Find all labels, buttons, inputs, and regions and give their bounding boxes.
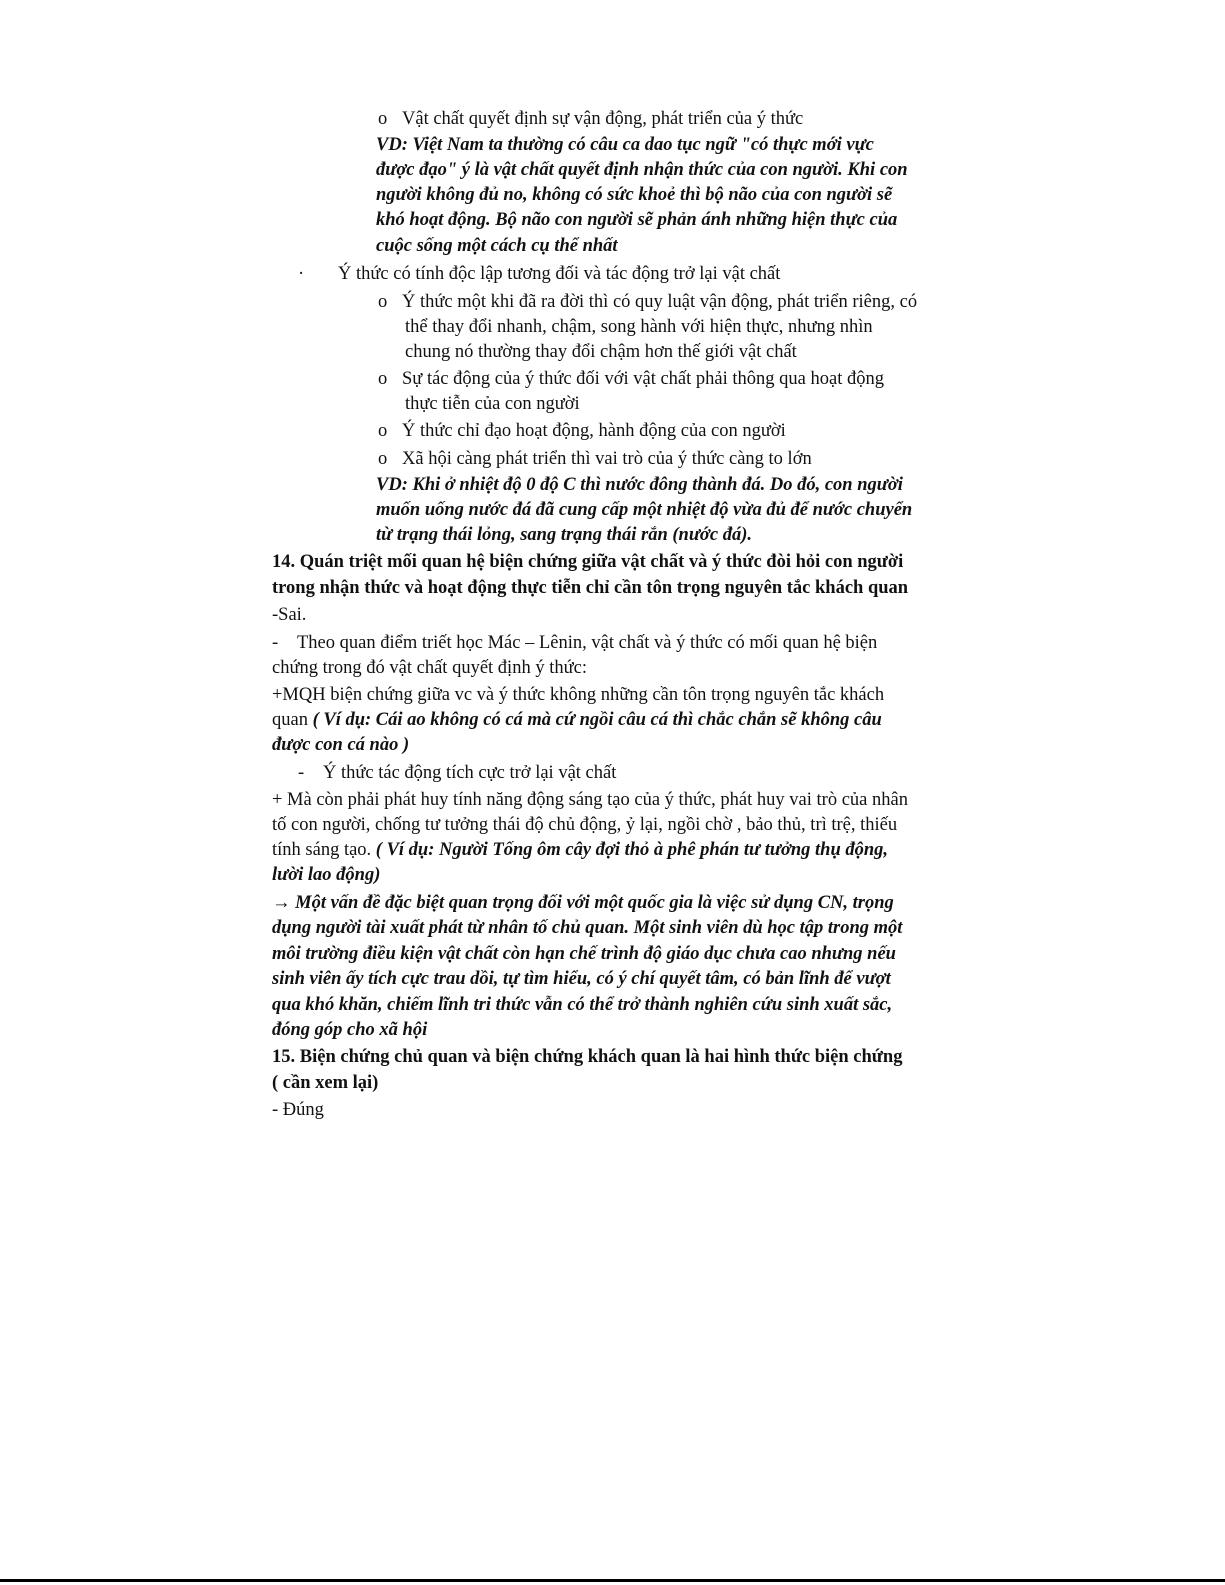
example-line: muốn uống nước đá đã cung cấp một nhiệt độ vừa đủ để nước chuyển [376, 500, 913, 520]
question-15-title: 15. Biện chứng chủ quan và biện chứng khách quan là hai hình thức biện chứng [272, 1047, 903, 1067]
paragraph-text: tính sáng tạo. [272, 840, 376, 860]
paragraph-line: tố con người, chống tư tưởng thái độ chủ động, ỷ lại, ngồi chờ , bảo thủ, trì trệ, thiếu [272, 815, 898, 835]
paragraph-line: +MQH biện chứng giữa vc và ý thức không những cần tôn trọng nguyên tắc khách [272, 685, 885, 705]
sub-bullet-marker: o [378, 109, 388, 129]
question-14-title: trong nhận thức và hoạt động thực tiễn chỉ cần tôn trọng nguyên tắc khách quan [272, 578, 909, 598]
conclusion-line: → Một vấn đề đặc biệt quan trọng đối với một quốc gia là việc sử dụng CN, trọng [272, 893, 894, 913]
example-line: khó hoạt động. Bộ não con người sẽ phản ánh những hiện thực của [376, 210, 898, 230]
question-14-title: 14. Quán triệt mối quan hệ biện chứng giữa vật chất và ý thức đòi hỏi con người [272, 552, 904, 572]
conclusion-line: môi trường điều kiện vật chất còn hạn chế trình độ giáo dục chưa cao nhưng nếu [272, 944, 896, 964]
sub-bullet-text: Xã hội càng phát triển thì vai trò của ý thức càng to lớn [402, 449, 812, 469]
example-line: cuộc sống một cách cụ thể nhất [376, 236, 618, 256]
paragraph-line: Ý thức tác động tích cực trở lại vật chất [323, 763, 617, 783]
page-bottom-border [0, 1579, 1225, 1582]
example-line: VD: Khi ở nhiệt độ 0 độ C thì nước đông thành đá. Do đó, con người [376, 475, 903, 495]
paragraph-line [272, 708, 882, 733]
sub-bullet-text: thực tiễn của con người [405, 394, 580, 414]
example-text: ( Ví dụ: Cái ao không có cá mà cứ ngồi câu cá thì chắc chắn sẽ không câu [312, 710, 882, 730]
conclusion-line: sinh viên ấy tích cực trau dồi, tự tìm hiểu, có ý chí quyết tâm, có bản lĩnh để vượt [272, 969, 891, 989]
sub-bullet-text: Ý thức một khi đã ra đời thì có quy luật vận động, phát triển riêng, có [402, 292, 918, 312]
example-line: được con cá nào ) [272, 735, 410, 755]
paragraph-line: + Mà còn phải phát huy tính năng động sáng tạo của ý thức, phát huy vai trò của nhân [272, 790, 908, 810]
sub-bullet-text: thể thay đổi nhanh, chậm, song hành với hiện thực, nhưng nhìn [405, 317, 873, 337]
sub-bullet-text: chung nó thường thay đổi chậm hơn thế giới vật chất [405, 342, 797, 362]
dash-marker: - [298, 763, 305, 783]
sub-bullet-marker: o [378, 369, 388, 389]
example-line: được đạo" ý là vật chất quyết định nhận thức của con người. Khi con [376, 160, 908, 180]
question-15-title: ( cần xem lại) [272, 1073, 379, 1093]
example-text: ( Ví dụ: Người Tống ôm cây đợi thỏ à phê phán tư tưởng thụ động, [375, 840, 889, 860]
example-line: lười lao động) [272, 865, 381, 885]
sub-bullet-marker: o [378, 449, 388, 469]
paragraph-line: chứng trong đó vật chất quyết định ý thức: [272, 658, 587, 678]
example-line: từ trạng thái lỏng, sang trạng thái rắn (nước đá). [376, 525, 752, 545]
main-bullet-marker: · [298, 264, 305, 284]
question-15-answer: - Đúng [272, 1100, 324, 1120]
conclusion-line: dụng người tài xuất phát từ nhân tố chủ quan. Một sinh viên dù học tập trong một [272, 918, 903, 938]
example-line: VD: Việt Nam ta thường có câu ca dao tục ngữ "có thực mới vực [376, 135, 874, 155]
question-14-answer: -Sai. [272, 605, 307, 625]
main-bullet-text: Ý thức có tính độc lập tương đối và tác động trở lại vật chất [338, 264, 781, 284]
conclusion-line: đóng góp cho xã hội [272, 1020, 428, 1040]
paragraph-line: Theo quan điểm triết học Mác – Lênin, vật chất và ý thức có mối quan hệ biện [297, 633, 878, 653]
sub-bullet-text: Ý thức chỉ đạo hoạt động, hành động của con người [402, 421, 786, 441]
paragraph-text: quan [272, 710, 313, 730]
example-line: người không đủ no, không có sức khoẻ thì bộ não của con người sẽ [376, 185, 893, 205]
sub-bullet-marker: o [378, 421, 388, 441]
conclusion-line: qua khó khăn, chiếm lĩnh tri thức vẫn có thể trở thành nghiên cứu sinh xuất sắc, [272, 995, 893, 1015]
sub-bullet-text: Vật chất quyết định sự vận động, phát triển của ý thức [402, 109, 804, 129]
sub-bullet-marker: o [378, 292, 388, 312]
sub-bullet-text: Sự tác động của ý thức đối với vật chất phải thông qua hoạt động [402, 369, 884, 389]
paragraph-line [272, 838, 888, 863]
dash-marker: - [272, 633, 279, 653]
